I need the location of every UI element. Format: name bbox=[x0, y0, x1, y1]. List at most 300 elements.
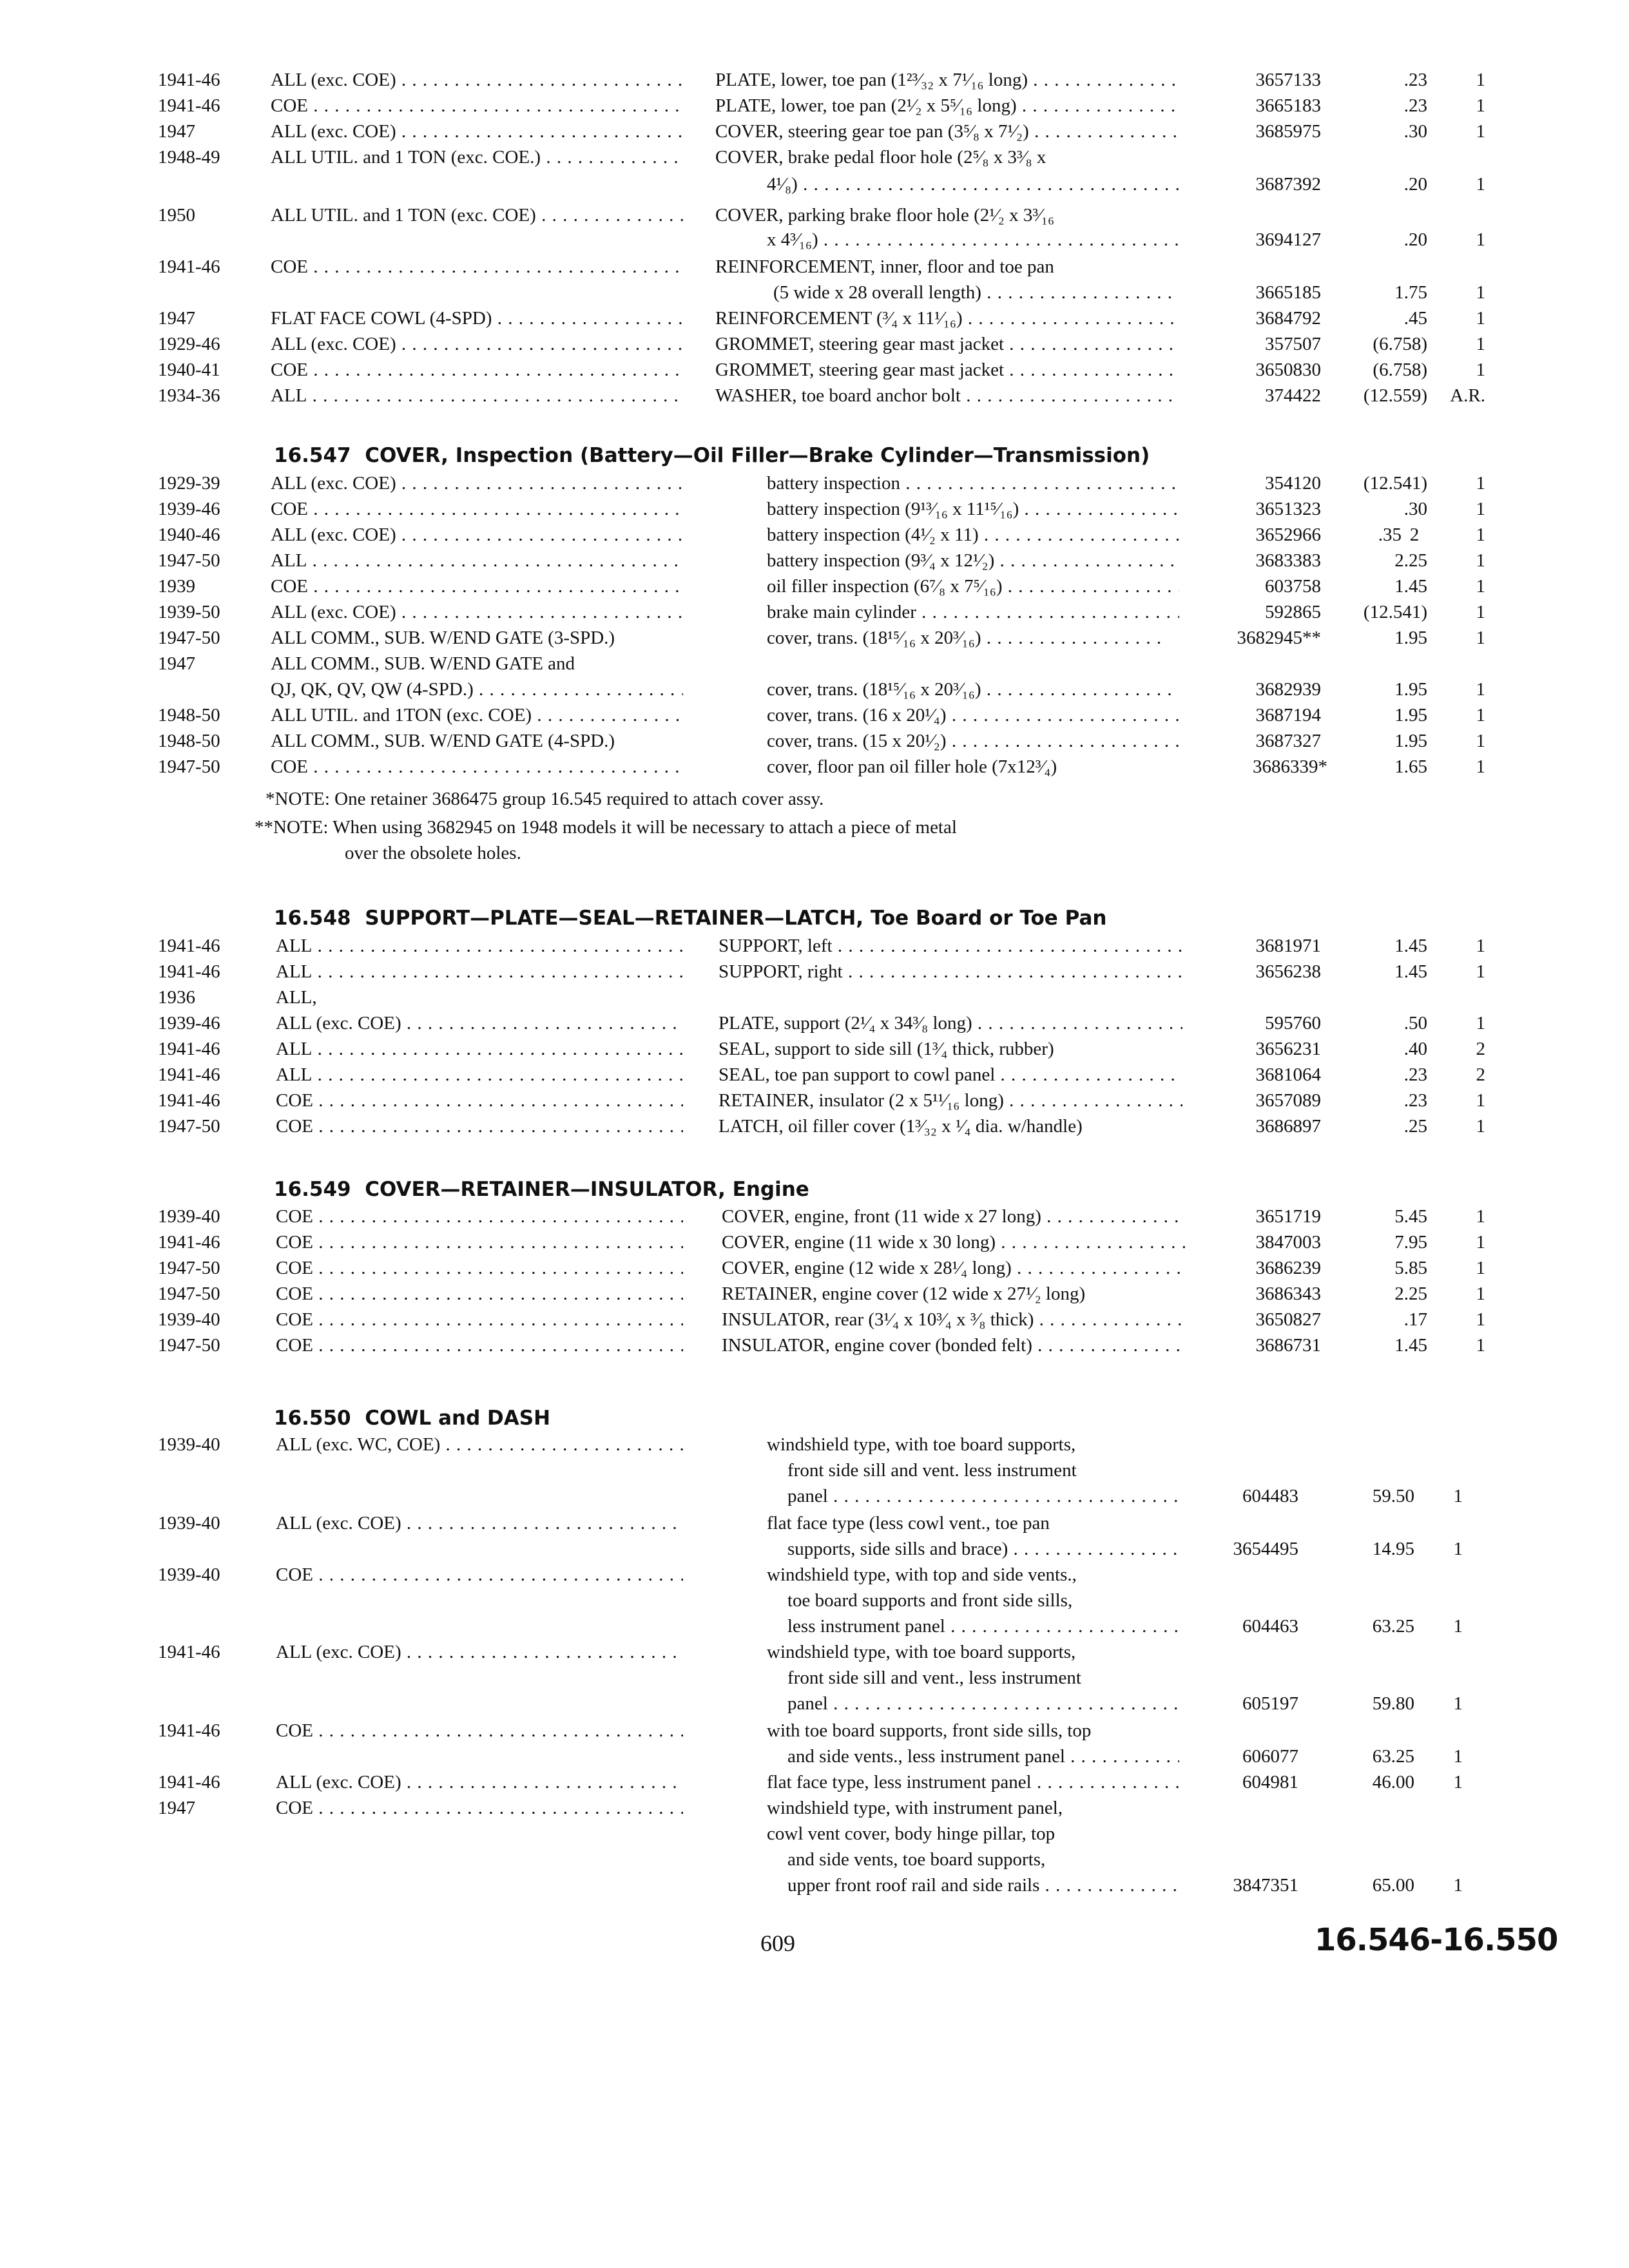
year-cell: 1941-46 bbox=[158, 961, 220, 982]
price-cell: (12.541) bbox=[1363, 602, 1427, 622]
part-number-cell: 3686339* bbox=[1253, 756, 1327, 777]
description-cell: SUPPORT, left . . . bbox=[718, 933, 1182, 959]
price-cell: 63.25 bbox=[1372, 1616, 1414, 1637]
model-cell: ALL COMM., SUB. W/END GATE (4-SPD.) bbox=[271, 731, 615, 751]
year-cell: 1947-50 bbox=[158, 756, 220, 777]
price-cell: 2.25 bbox=[1394, 1283, 1427, 1304]
model-cell: ALL (exc. COE) . . . bbox=[271, 119, 683, 144]
quantity-cell: 1 bbox=[1453, 1746, 1463, 1767]
table-row bbox=[0, 522, 1629, 548]
model-cell: ALL UTIL. and 1 TON (exc. COE.) . . . bbox=[271, 144, 683, 170]
price-cell: 1.45 bbox=[1394, 1335, 1427, 1356]
year-cell: 1947-50 bbox=[158, 628, 220, 648]
year-cell: 1947 bbox=[158, 1798, 195, 1818]
model-cell: COE . . . bbox=[271, 496, 683, 522]
price-cell: .40 bbox=[1403, 1039, 1427, 1059]
part-number-cell: 604483 bbox=[1242, 1486, 1298, 1506]
description-cell: COVER, parking brake floor hole (2¹⁄₂ x 3³⁄₁₆ bbox=[715, 205, 1055, 226]
part-number-cell: 3847351 bbox=[1233, 1875, 1298, 1896]
model-cell: ALL UTIL. and 1 TON (exc. COE) . . . bbox=[271, 202, 683, 228]
footnote: *NOTE: One retainer 3686475 group 16.545 required to attach cover assy. bbox=[265, 789, 824, 809]
quantity-cell: 1 bbox=[1476, 628, 1485, 648]
year-cell: 1939-50 bbox=[158, 602, 220, 622]
quantity-cell: 1 bbox=[1476, 308, 1485, 329]
year-cell: 1939-40 bbox=[158, 1206, 220, 1227]
table-row bbox=[0, 1036, 1629, 1062]
model-cell: ALL (exc. COE) . . . bbox=[271, 522, 683, 548]
quantity-cell: 1 bbox=[1453, 1772, 1463, 1792]
table-row-continued bbox=[0, 1691, 1629, 1716]
table-row bbox=[0, 1229, 1629, 1255]
model-cell: COE . . . bbox=[271, 573, 683, 599]
table-row bbox=[0, 470, 1629, 496]
description-cell: windshield type, with top and side vents., bbox=[767, 1564, 1077, 1585]
quantity-cell: 1 bbox=[1476, 961, 1485, 982]
quantity-cell: A.R. bbox=[1450, 385, 1485, 406]
quantity-cell: 1 bbox=[1453, 1486, 1463, 1506]
description-cell: cover, trans. (18¹⁵⁄₁₆ x 20³⁄₁₆) . . . bbox=[767, 677, 1179, 702]
table-row bbox=[0, 1204, 1629, 1229]
description-cell: oil filler inspection (6⁷⁄₈ x 7⁵⁄₁₆) . . . bbox=[767, 573, 1179, 599]
model-cell: COE . . . bbox=[276, 1795, 683, 1821]
description-cell: less instrument panel . . . bbox=[787, 1613, 1179, 1639]
part-number-cell: 3685975 bbox=[1255, 121, 1321, 142]
model-cell: QJ, QK, QV, QW (4-SPD.) . . . bbox=[271, 677, 683, 702]
price-cell: 1.95 bbox=[1394, 628, 1427, 648]
price-cell: .23 bbox=[1403, 70, 1427, 90]
table-row bbox=[0, 702, 1629, 728]
table-row bbox=[0, 933, 1629, 959]
price-cell: .30 bbox=[1403, 499, 1427, 519]
section-number: 16.550 bbox=[274, 1407, 351, 1430]
part-number-cell: 3687327 bbox=[1255, 731, 1321, 751]
part-number-cell: 3682945** bbox=[1237, 628, 1321, 648]
table-row-continued bbox=[0, 1588, 1629, 1613]
description-cell: front side sill and vent., less instrument bbox=[787, 1667, 1081, 1688]
description-cell: battery inspection (4¹⁄₂ x 11) . . . bbox=[767, 522, 1179, 548]
section-heading bbox=[274, 442, 1150, 469]
model-cell: ALL UTIL. and 1TON (exc. COE) . . . bbox=[271, 702, 683, 728]
price-cell: (6.758) bbox=[1373, 360, 1427, 380]
price-cell: 1.45 bbox=[1394, 936, 1427, 956]
table-row-continued bbox=[0, 1536, 1629, 1562]
table-row bbox=[0, 1718, 1629, 1744]
year-cell: 1947-50 bbox=[158, 1116, 220, 1137]
table-row bbox=[0, 1307, 1629, 1332]
year-cell: 1929-46 bbox=[158, 334, 220, 354]
table-row-continued bbox=[0, 1613, 1629, 1639]
table-row bbox=[0, 1639, 1629, 1665]
part-number-cell: 3652966 bbox=[1255, 524, 1321, 545]
price-cell: 46.00 bbox=[1372, 1772, 1414, 1792]
price-cell: .20 bbox=[1403, 229, 1427, 250]
table-row bbox=[0, 985, 1629, 1010]
part-number-cell: 3681971 bbox=[1255, 936, 1321, 956]
page-number: 609 bbox=[760, 1930, 795, 1956]
table-row bbox=[0, 1010, 1629, 1036]
part-number-cell: 3683383 bbox=[1255, 550, 1321, 571]
quantity-cell: 1 bbox=[1453, 1616, 1463, 1637]
quantity-cell: 1 bbox=[1476, 229, 1485, 250]
year-cell: 1939 bbox=[158, 576, 195, 597]
group-range: 16.546-16.550 bbox=[1315, 1922, 1558, 1958]
description-cell: battery inspection (9³⁄₄ x 12¹⁄₂) . . . bbox=[767, 548, 1179, 573]
description-cell: RETAINER, engine cover (12 wide x 27¹⁄₂ long) bbox=[722, 1283, 1086, 1304]
part-number-cell: 604981 bbox=[1242, 1772, 1298, 1792]
table-row bbox=[0, 67, 1629, 93]
part-number-cell: 3651323 bbox=[1255, 499, 1321, 519]
price-cell: .17 bbox=[1403, 1309, 1427, 1330]
description-cell: cover, trans. (18¹⁵⁄₁₆ x 20³⁄₁₆) . . . bbox=[767, 625, 1166, 651]
year-cell: 1941-46 bbox=[158, 1090, 220, 1111]
description-cell: panel . . . bbox=[787, 1691, 1179, 1716]
part-number-cell: 374422 bbox=[1265, 385, 1321, 406]
year-cell: 1941-46 bbox=[158, 936, 220, 956]
part-number-cell: 3650827 bbox=[1255, 1309, 1321, 1330]
year-cell: 1947 bbox=[158, 308, 195, 329]
description-cell: windshield type, with toe board supports, bbox=[767, 1434, 1076, 1455]
quantity-cell: 1 bbox=[1476, 602, 1485, 622]
description-cell: SEAL, toe pan support to cowl panel . . . bbox=[718, 1062, 1182, 1088]
price-cell: .25 bbox=[1403, 1116, 1427, 1137]
table-row bbox=[0, 119, 1629, 144]
price-cell: 59.80 bbox=[1372, 1693, 1414, 1714]
quantity-cell: 1 bbox=[1476, 1309, 1485, 1330]
price-cell: .23 bbox=[1403, 1064, 1427, 1085]
table-row bbox=[0, 651, 1629, 677]
model-cell: ALL (exc. COE) . . . bbox=[276, 1010, 683, 1036]
quantity-cell: 1 bbox=[1453, 1693, 1463, 1714]
table-row bbox=[0, 254, 1629, 280]
table-row-continued bbox=[0, 1744, 1629, 1769]
model-cell: ALL (exc. COE) . . . bbox=[271, 470, 683, 496]
section-heading bbox=[274, 1405, 550, 1432]
year-cell: 1941-46 bbox=[158, 95, 220, 116]
description-cell: COVER, brake pedal floor hole (2⁵⁄₈ x 3³⁄₈ x bbox=[715, 147, 1046, 168]
section-heading bbox=[274, 905, 1107, 932]
year-cell: 1947-50 bbox=[158, 1258, 220, 1278]
model-cell: ALL (exc. WC, COE) . . . bbox=[276, 1432, 683, 1457]
quantity-cell: 1 bbox=[1476, 1232, 1485, 1253]
model-cell: ALL (exc. COE) . . . bbox=[276, 1639, 683, 1665]
part-number-cell: 3682939 bbox=[1255, 679, 1321, 700]
description-cell: front side sill and vent. less instrument bbox=[787, 1460, 1077, 1481]
price-cell: 65.00 bbox=[1372, 1875, 1414, 1896]
part-number-cell: 604463 bbox=[1242, 1616, 1298, 1637]
model-cell: FLAT FACE COWL (4-SPD) . . . bbox=[271, 305, 683, 331]
quantity-cell: 1 bbox=[1476, 473, 1485, 494]
price-cell: (12.541) bbox=[1363, 473, 1427, 494]
table-row bbox=[0, 625, 1629, 651]
description-cell: REINFORCEMENT, inner, floor and toe pan bbox=[715, 256, 1054, 277]
table-row bbox=[0, 1769, 1629, 1795]
part-number-cell: 3684792 bbox=[1255, 308, 1321, 329]
year-cell: 1941-46 bbox=[158, 1232, 220, 1253]
table-row bbox=[0, 548, 1629, 573]
description-cell: (5 wide x 28 overall length) . . . bbox=[773, 280, 1179, 305]
quantity-cell: 1 bbox=[1476, 1258, 1485, 1278]
model-cell: ALL . . . bbox=[271, 383, 683, 408]
part-number-cell: 595760 bbox=[1265, 1013, 1321, 1033]
table-row-continued bbox=[0, 171, 1629, 197]
description-cell: supports, side sills and brace) . . . bbox=[787, 1536, 1179, 1562]
footnote: **NOTE: When using 3682945 on 1948 models it will be necessary to attach a piece of metal bbox=[255, 817, 957, 838]
model-cell: ALL, bbox=[276, 987, 317, 1008]
year-cell: 1947-50 bbox=[158, 550, 220, 571]
table-row bbox=[0, 573, 1629, 599]
section-title: COWL and DASH bbox=[365, 1407, 551, 1430]
table-row bbox=[0, 1113, 1629, 1139]
table-row bbox=[0, 599, 1629, 625]
table-row bbox=[0, 1281, 1629, 1307]
price-cell: (6.758) bbox=[1373, 334, 1427, 354]
quantity-cell: 1 bbox=[1476, 756, 1485, 777]
description-cell: GROMMET, steering gear mast jacket . . . bbox=[715, 331, 1179, 357]
table-row bbox=[0, 357, 1629, 383]
price-cell: 1.45 bbox=[1394, 961, 1427, 982]
table-row bbox=[0, 754, 1629, 780]
table-row bbox=[0, 959, 1629, 985]
part-number-cell: 3656231 bbox=[1255, 1039, 1321, 1059]
year-cell: 1947 bbox=[158, 121, 195, 142]
table-row-continued bbox=[0, 1483, 1629, 1509]
price-cell: 59.50 bbox=[1372, 1486, 1414, 1506]
table-row bbox=[0, 496, 1629, 522]
quantity-cell: 1 bbox=[1476, 1090, 1485, 1111]
description-cell: cover, floor pan oil filler hole (7x12³⁄₄) bbox=[767, 756, 1057, 777]
year-cell: 1940-41 bbox=[158, 360, 220, 380]
year-cell: 1950 bbox=[158, 205, 195, 226]
part-number-cell: 3686239 bbox=[1255, 1258, 1321, 1278]
model-cell: ALL . . . bbox=[276, 933, 683, 959]
year-cell: 1941-46 bbox=[158, 1720, 220, 1741]
section-title: COVER—RETAINER—INSULATOR, Engine bbox=[365, 1178, 809, 1201]
table-row-continued bbox=[0, 1665, 1629, 1691]
model-cell: COE . . . bbox=[271, 357, 683, 383]
year-cell: 1941-46 bbox=[158, 1642, 220, 1662]
quantity-cell: 1 bbox=[1476, 550, 1485, 571]
year-cell: 1941-46 bbox=[158, 1772, 220, 1792]
part-number-cell: 3687392 bbox=[1255, 174, 1321, 195]
table-row bbox=[0, 1562, 1629, 1588]
description-cell: PLATE, lower, toe pan (1²³⁄₃₂ x 7¹⁄₁₆ long) . . . bbox=[715, 67, 1179, 93]
description-cell: battery inspection . . . bbox=[767, 470, 1179, 496]
year-cell: 1939-46 bbox=[158, 499, 220, 519]
description-cell: INSULATOR, rear (3¹⁄₄ x 10³⁄₄ x ³⁄₈ thick) . . . bbox=[722, 1307, 1186, 1332]
table-row bbox=[0, 1255, 1629, 1281]
model-cell: COE . . . bbox=[276, 1332, 683, 1358]
quantity-cell: 1 bbox=[1476, 576, 1485, 597]
part-number-cell: 3650830 bbox=[1255, 360, 1321, 380]
table-row bbox=[0, 93, 1629, 119]
part-number-cell: 3656238 bbox=[1255, 961, 1321, 982]
price-cell: 2.25 bbox=[1394, 550, 1427, 571]
part-number-cell: 3651719 bbox=[1255, 1206, 1321, 1227]
part-number-cell: 3657133 bbox=[1255, 70, 1321, 90]
part-number-cell: 3654495 bbox=[1233, 1539, 1298, 1559]
section-number: 16.547 bbox=[274, 444, 351, 467]
table-row-continued bbox=[0, 280, 1629, 305]
quantity-cell: 1 bbox=[1476, 174, 1485, 195]
year-cell: 1934-36 bbox=[158, 385, 220, 406]
model-cell: ALL COMM., SUB. W/END GATE (3-SPD.) bbox=[271, 628, 615, 648]
year-cell: 1939-40 bbox=[158, 1434, 220, 1455]
quantity-cell: 1 bbox=[1476, 360, 1485, 380]
year-cell: 1939-46 bbox=[158, 1013, 220, 1033]
part-number-cell: 603758 bbox=[1265, 576, 1321, 597]
quantity-cell: 2 bbox=[1476, 1064, 1485, 1085]
description-cell: REINFORCEMENT (³⁄₄ x 11¹⁄₁₆) . . . bbox=[715, 305, 1179, 331]
year-cell: 1941-46 bbox=[158, 70, 220, 90]
model-cell: COE . . . bbox=[271, 754, 683, 780]
year-cell: 1940-46 bbox=[158, 524, 220, 545]
quantity-cell: 1 bbox=[1476, 1013, 1485, 1033]
model-cell: ALL COMM., SUB. W/END GATE and bbox=[271, 653, 575, 674]
table-row-continued bbox=[0, 1872, 1629, 1898]
model-cell: COE . . . bbox=[276, 1204, 683, 1229]
quantity-cell: 1 bbox=[1476, 679, 1485, 700]
year-cell: 1947-50 bbox=[158, 1283, 220, 1304]
table-row bbox=[0, 728, 1629, 754]
part-number-cell: 354120 bbox=[1265, 473, 1321, 494]
price-cell: 1.95 bbox=[1394, 731, 1427, 751]
price-cell: 5.85 bbox=[1394, 1258, 1427, 1278]
model-cell: COE . . . bbox=[276, 1718, 683, 1744]
table-row-continued bbox=[0, 227, 1629, 253]
description-cell: INSULATOR, engine cover (bonded felt) . . . bbox=[722, 1332, 1186, 1358]
section-number: 16.548 bbox=[274, 907, 351, 930]
model-cell: COE . . . bbox=[276, 1281, 683, 1307]
table-row bbox=[0, 383, 1629, 408]
description-cell: panel . . . bbox=[787, 1483, 1179, 1509]
price-cell: .23 bbox=[1403, 1090, 1427, 1111]
price-cell: 5.45 bbox=[1394, 1206, 1427, 1227]
table-row bbox=[0, 144, 1629, 170]
quantity-cell: 1 bbox=[1476, 334, 1485, 354]
part-number-cell: 605197 bbox=[1242, 1693, 1298, 1714]
year-cell: 1939-40 bbox=[158, 1309, 220, 1330]
description-cell: battery inspection (9¹³⁄₁₆ x 11¹⁵⁄₁₆) . . . bbox=[767, 496, 1179, 522]
table-row-continued bbox=[0, 677, 1629, 702]
price-cell: 14.95 bbox=[1372, 1539, 1414, 1559]
part-number-cell: 3686731 bbox=[1255, 1335, 1321, 1356]
quantity-cell: 1 bbox=[1476, 1283, 1485, 1304]
price-cell: 7.95 bbox=[1394, 1232, 1427, 1253]
description-cell: GROMMET, steering gear mast jacket . . . bbox=[715, 357, 1179, 383]
part-number-cell: 3665185 bbox=[1255, 282, 1321, 303]
table-row-continued bbox=[0, 1821, 1629, 1847]
price-cell: 1.95 bbox=[1394, 679, 1427, 700]
part-number-cell: 3847003 bbox=[1255, 1232, 1321, 1253]
price-cell: 1.75 bbox=[1394, 282, 1427, 303]
year-cell: 1941-46 bbox=[158, 1039, 220, 1059]
table-row bbox=[0, 1510, 1629, 1536]
quantity-cell: 1 bbox=[1453, 1539, 1463, 1559]
table-row bbox=[0, 305, 1629, 331]
model-cell: ALL . . . bbox=[276, 959, 683, 985]
description-cell: PLATE, support (2¹⁄₄ x 34³⁄₈ long) . . . bbox=[718, 1010, 1182, 1036]
description-cell: PLATE, lower, toe pan (2¹⁄₂ x 5⁵⁄₁₆ long) . . . bbox=[715, 93, 1179, 119]
quantity-cell: 1 bbox=[1476, 1116, 1485, 1137]
table-row bbox=[0, 1795, 1629, 1821]
description-cell: and side vents., less instrument panel . . . bbox=[787, 1744, 1179, 1769]
part-number-cell: 592865 bbox=[1265, 602, 1321, 622]
price-cell: 1.95 bbox=[1394, 705, 1427, 726]
table-row bbox=[0, 1432, 1629, 1457]
quantity-cell: 1 bbox=[1476, 282, 1485, 303]
description-cell: LATCH, oil filler cover (1³⁄₃₂ x ¹⁄₄ dia. w/handle) bbox=[718, 1116, 1083, 1137]
model-cell: ALL (exc. COE) . . . bbox=[276, 1769, 683, 1795]
model-cell: COE . . . bbox=[276, 1113, 683, 1139]
price-cell: .45 bbox=[1403, 308, 1427, 329]
price-cell: 1.65 bbox=[1394, 756, 1427, 777]
description-cell: flat face type, less instrument panel . . . bbox=[767, 1769, 1179, 1795]
table-row bbox=[0, 1088, 1629, 1113]
part-number-cell: 3665183 bbox=[1255, 95, 1321, 116]
description-cell: cowl vent cover, body hinge pillar, top bbox=[767, 1823, 1055, 1844]
model-cell: COE . . . bbox=[276, 1229, 683, 1255]
table-row-continued bbox=[0, 1457, 1629, 1483]
quantity-cell: 1 bbox=[1476, 731, 1485, 751]
footnote-continued: over the obsolete holes. bbox=[345, 843, 521, 863]
table-row bbox=[0, 1332, 1629, 1358]
description-cell: flat face type (less cowl vent., toe pan bbox=[767, 1513, 1050, 1533]
quantity-cell: 1 bbox=[1476, 1335, 1485, 1356]
model-cell: COE . . . bbox=[271, 254, 683, 280]
table-row bbox=[0, 331, 1629, 357]
year-cell: 1948-50 bbox=[158, 731, 220, 751]
table-row-continued bbox=[0, 1847, 1629, 1872]
quantity-cell: 1 bbox=[1476, 95, 1485, 116]
price-cell: 1.45 bbox=[1394, 576, 1427, 597]
description-cell: RETAINER, insulator (2 x 5¹¹⁄₁₆ long) . . . bbox=[718, 1088, 1182, 1113]
model-cell: ALL . . . bbox=[276, 1036, 683, 1062]
quantity-cell: 1 bbox=[1476, 121, 1485, 142]
model-cell: ALL . . . bbox=[271, 548, 683, 573]
description-cell: 4¹⁄₈) . . . bbox=[767, 171, 1179, 197]
description-cell: windshield type, with instrument panel, bbox=[767, 1798, 1063, 1818]
description-cell: windshield type, with toe board supports, bbox=[767, 1642, 1076, 1662]
description-cell: toe board supports and front side sills, bbox=[787, 1590, 1073, 1611]
description-cell: WASHER, toe board anchor bolt . . . bbox=[715, 383, 1179, 408]
description-cell: with toe board supports, front side sills, top bbox=[767, 1720, 1092, 1741]
description-cell: COVER, engine (11 wide x 30 long) . . . bbox=[722, 1229, 1186, 1255]
extra-quantity-cell: 2 bbox=[1409, 524, 1420, 545]
year-cell: 1947-50 bbox=[158, 1335, 220, 1356]
year-cell: 1936 bbox=[158, 987, 195, 1008]
price-cell: .23 bbox=[1403, 95, 1427, 116]
description-cell: x 4³⁄₁₆) . . . bbox=[767, 227, 1179, 253]
model-cell: ALL . . . bbox=[276, 1062, 683, 1088]
quantity-cell: 2 bbox=[1476, 1039, 1485, 1059]
part-number-cell: 3681064 bbox=[1255, 1064, 1321, 1085]
description-cell: brake main cylinder . . . bbox=[767, 599, 1179, 625]
model-cell: COE . . . bbox=[276, 1562, 683, 1588]
quantity-cell: 1 bbox=[1476, 936, 1485, 956]
year-cell: 1948-50 bbox=[158, 705, 220, 726]
quantity-cell: 1 bbox=[1453, 1875, 1463, 1896]
section-title: SUPPORT—PLATE—SEAL—RETAINER—LATCH, Toe Board or Toe Pan bbox=[365, 907, 1107, 930]
model-cell: COE . . . bbox=[271, 93, 683, 119]
year-cell: 1941-46 bbox=[158, 256, 220, 277]
description-cell: SUPPORT, right . . . bbox=[718, 959, 1182, 985]
price-cell: .50 bbox=[1403, 1013, 1427, 1033]
model-cell: ALL (exc. COE) . . . bbox=[271, 599, 683, 625]
year-cell: 1948-49 bbox=[158, 147, 220, 168]
price-cell: 63.25 bbox=[1372, 1746, 1414, 1767]
price-cell: .35 bbox=[1378, 524, 1402, 545]
description-cell: COVER, engine (12 wide x 28¹⁄₄ long) . . . bbox=[722, 1255, 1186, 1281]
